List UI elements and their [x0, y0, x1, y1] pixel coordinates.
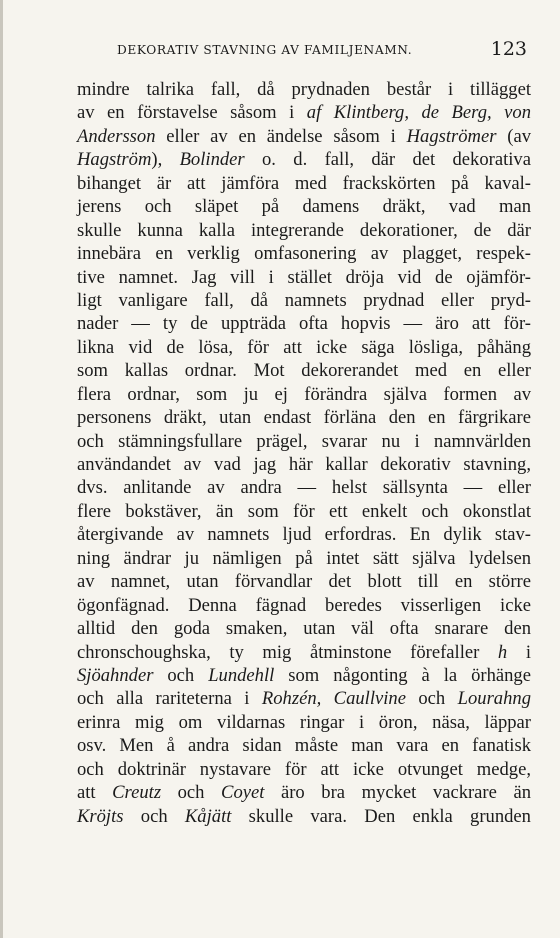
italic-name: Hagströmer: [406, 125, 497, 147]
italic-name: Sjöahnder: [77, 664, 154, 686]
italic-name: Kröjts: [77, 805, 124, 827]
text-run: innebära en verklig omfasonering av plagget, respek-: [77, 243, 531, 265]
text-line: [77, 289, 531, 312]
text-run: och: [123, 805, 185, 827]
text-run: tive namnet. Jag vill i stället dröja vid de ojämför-: [77, 266, 531, 288]
text-run: dvs. anlitande av andra — helst sällsynta — eller: [77, 477, 531, 499]
text-run: i: [507, 641, 531, 663]
text-line: [77, 430, 531, 453]
italic-name: Rohzén, Caullvine: [261, 688, 406, 710]
page-number: 123: [490, 38, 527, 60]
italic-name: Bolinder: [179, 149, 245, 171]
text-run: och stämningsfullare prägel, svarar nu i namnvärlden: [77, 430, 531, 452]
text-line: [77, 125, 531, 148]
text-line: [77, 312, 531, 335]
italic-name: Lundehll: [208, 664, 275, 686]
text-run: likna vid de lösa, för att icke säga lösliga, påhäng: [77, 336, 531, 358]
text-line: [77, 734, 531, 757]
text-run: av en förstavelse såsom i: [77, 102, 307, 124]
italic-name: Lourahng: [457, 688, 531, 710]
text-run: alltid den goda smaken, utan väl ofta snarare den: [77, 618, 531, 640]
text-run: skulle vara. Den enkla grunden: [231, 805, 531, 827]
text-run: som någonting à la örhänge: [274, 664, 531, 686]
italic-name: Hagström: [77, 149, 152, 171]
text-run: (av: [496, 125, 532, 147]
text-line: [77, 172, 531, 195]
text-run: flera ordnar, som ju ej förändra själva formen av: [77, 383, 531, 405]
text-line: [77, 148, 531, 171]
text-line: [77, 594, 531, 617]
text-run: erinra mig om vildarnas ringar i öron, näsa, läppar: [77, 711, 531, 733]
italic-name: Andersson: [77, 125, 156, 147]
text-run: och: [161, 782, 222, 804]
text-run: att: [77, 782, 113, 804]
text-run: jerens och släpet på damens dräkt, vad man: [77, 196, 531, 218]
text-line: [77, 781, 531, 804]
text-line: [77, 758, 531, 781]
text-line: [77, 78, 531, 101]
text-run: ning ändrar ju nämligen på intet sätt själva lydelsen: [77, 547, 531, 569]
text-line: [77, 266, 531, 289]
text-line: [77, 711, 531, 734]
text-line: [77, 453, 531, 476]
text-run: ligt vanligare fall, då namnets prydnad eller pryd-: [77, 289, 531, 311]
text-run: och: [153, 664, 209, 686]
text-line: [77, 336, 531, 359]
italic-name: Kåjätt: [184, 805, 232, 827]
italic-name: Coyet: [221, 782, 265, 804]
text-line: [77, 219, 531, 242]
text-run: skulle kunna kalla integrerande dekorationer, de där: [77, 219, 531, 241]
text-line: [77, 547, 531, 570]
text-run: bihanget är att jämföra med frackskörten på kaval-: [77, 172, 531, 194]
text-run: personens dräkt, utan endast förläna den en färgrikare: [77, 407, 531, 429]
text-line: [77, 359, 531, 382]
text-line: [77, 617, 531, 640]
text-run: nader — ty de uppträda ofta hopvis — äro att för-: [77, 313, 531, 335]
text-run: och alla rariteterna i: [77, 688, 262, 710]
text-run: flere bokstäver, än som för ett enkelt och okonstlat: [77, 500, 531, 522]
text-line: [77, 805, 531, 828]
text-run: eller av en ändelse såsom i: [155, 125, 407, 147]
text-line: [77, 476, 531, 499]
text-run: o. d. fall, där det dekorativa: [244, 149, 531, 171]
text-line: [77, 500, 531, 523]
text-run: osv. Men å andra sidan måste man vara en fanatisk: [77, 735, 531, 757]
text-run: av namnet, utan förvandlar det blott till en större: [77, 571, 531, 593]
text-line: [77, 242, 531, 265]
text-run: användandet av vad jag här kallar dekorativ stavning,: [77, 454, 531, 475]
text-run: ögonfägnad. Denna fägnad beredes visserligen icke: [77, 594, 531, 616]
text-run: och: [405, 688, 458, 710]
page-header: [117, 38, 527, 62]
text-line: [77, 406, 531, 429]
text-line: [77, 195, 531, 218]
text-line: [77, 101, 531, 124]
italic-name: af Klintberg, de Berg, von: [306, 102, 531, 124]
text-run: äro bra mycket vackrare än: [264, 782, 531, 804]
text-line: [77, 687, 531, 710]
page-edge: [0, 0, 3, 938]
text-run: som kallas ordnar. Mot dekorerandet med en eller: [77, 360, 531, 382]
italic-name: Creutz: [112, 782, 162, 804]
text-line: [77, 383, 531, 406]
text-run: mindre talrika fall, då prydnaden består i tillägget: [77, 79, 531, 100]
text-line: [77, 570, 531, 593]
body-text: [77, 78, 531, 828]
text-run: återgivande av namnets ljud erfordras. En dylik stav-: [77, 524, 531, 546]
text-run: och doktrinär nystavare för att icke otvunget medge,: [77, 758, 531, 780]
text-line: [77, 641, 531, 664]
text-run: ),: [151, 149, 180, 171]
text-run: chronschoughska, ty mig åtminstone förefaller: [77, 641, 498, 663]
text-line: [77, 664, 531, 687]
italic-name: h: [497, 641, 508, 663]
text-line: [77, 523, 531, 546]
running-head: DEKORATIV STAVNING AV FAMILJENAMN.: [117, 43, 413, 57]
